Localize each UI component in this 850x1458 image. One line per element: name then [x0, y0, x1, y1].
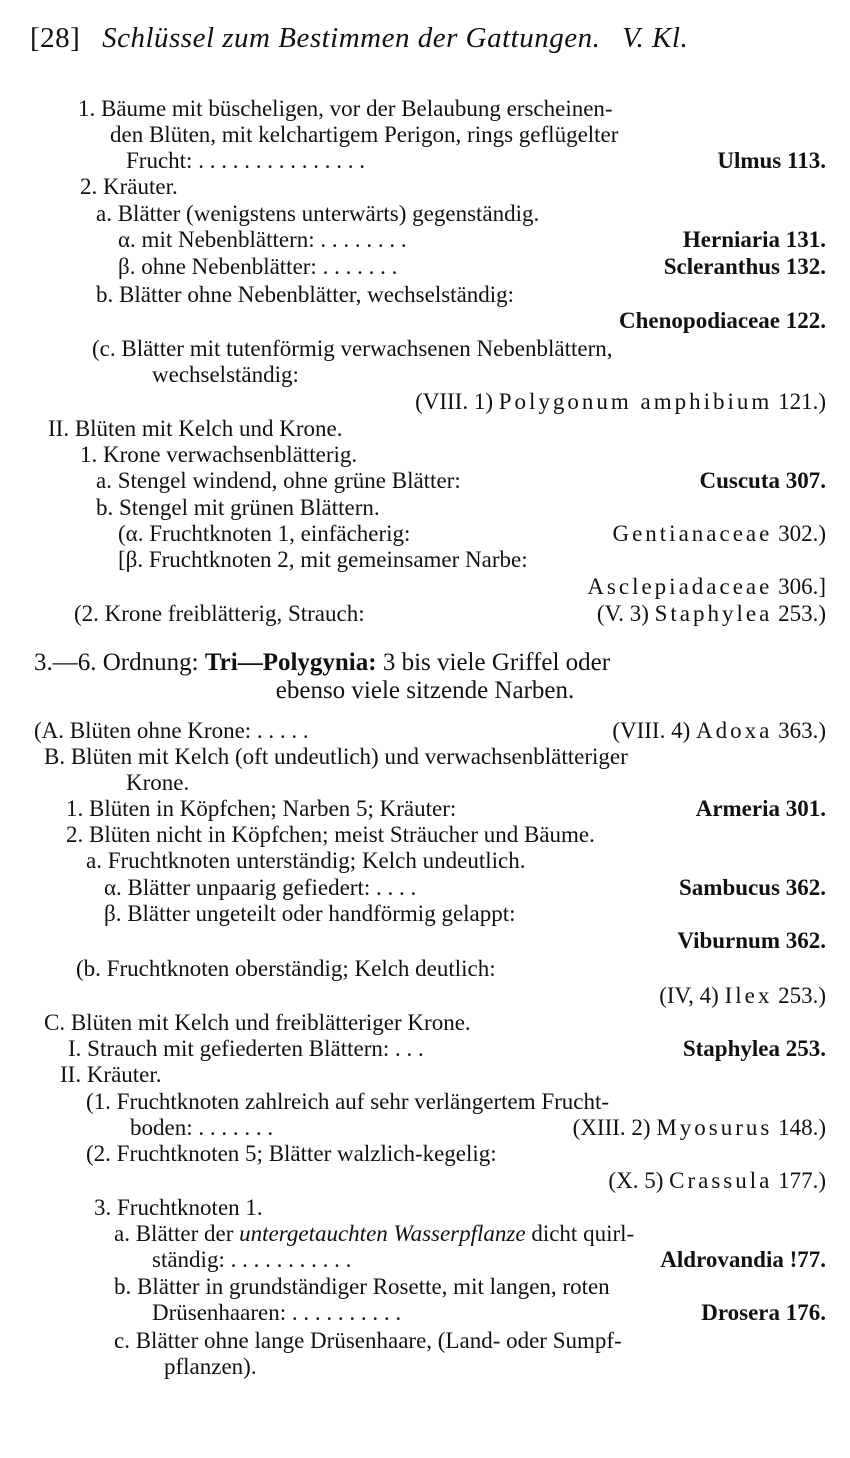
- cross-reference: (XIII. 2) Myosurus 148.): [572, 1115, 826, 1140]
- key-line: (A. Blüten ohne Krone: . . . . .: [34, 718, 309, 743]
- spaced-genus-name: Adoxa: [696, 718, 773, 743]
- key-line: (2. Fruchtknoten 5; Blätter walzlich-kegelig:: [86, 1141, 497, 1166]
- cross-reference: (VIII. 4) Adoxa 363.): [612, 718, 826, 743]
- key-line: ständig: . . . . . . . . . . .: [152, 1247, 352, 1272]
- key-line: b. Stengel mit grünen Blättern.: [96, 495, 380, 520]
- genus-reference: Scleranthus 132.: [663, 254, 826, 279]
- key-line: c. Blätter ohne lange Drüsenhaare, (Land- oder Sumpf-: [114, 1328, 622, 1353]
- spaced-genus-name: Gentianaceae: [612, 521, 773, 546]
- key-line: II. Blüten mit Kelch und Krone.: [48, 416, 343, 441]
- key-line: a. Fruchtknoten unterständig; Kelch undeutlich.: [86, 848, 526, 873]
- key-line: (1. Fruchtknoten zahlreich auf sehr verlängertem Frucht-: [86, 1089, 610, 1114]
- key-line: b. Blätter ohne Nebenblätter, wechselständig:: [96, 282, 515, 307]
- key-line: Frucht: . . . . . . . . . . . . . . .: [126, 148, 365, 173]
- key-line: α. mit Nebenblättern: . . . . . . . .: [118, 227, 407, 252]
- key-line: (c. Blätter mit tutenförmig verwachsenen Nebenblättern,: [92, 336, 613, 361]
- key-line: β. ohne Nebenblätter: . . . . . . .: [118, 254, 398, 279]
- genus-reference: Staphylea 253.: [682, 1036, 826, 1061]
- key-line: (2. Krone freiblätterig, Strauch:: [74, 601, 365, 626]
- key-line: β. Blätter ungeteilt oder handförmig gelappt:: [104, 901, 516, 926]
- key-line: 1. Krone verwachsenblätterig.: [80, 442, 358, 467]
- key-line: 1. Blüten in Köpfchen; Narben 5; Kräuter:: [66, 796, 457, 821]
- spaced-genus-name: Staphylea: [654, 601, 773, 626]
- cross-reference: (IV, 4) Ilex 253.): [659, 983, 826, 1008]
- genus-reference: Drosera 176.: [701, 1300, 826, 1325]
- cross-reference: (X. 5) Crassula 177.): [608, 1168, 826, 1193]
- genus-reference: Cuscuta 307.: [699, 468, 826, 493]
- key-line: 2. Kräuter.: [80, 174, 178, 199]
- genus-reference: Chenopodiaceae 122.: [619, 308, 826, 333]
- page-header: [30, 22, 820, 62]
- key-line: boden: . . . . . . .: [130, 1115, 274, 1140]
- key-line: B. Blüten mit Kelch (oft undeutlich) und verwachsenblätteriger: [44, 744, 628, 769]
- section-heading-bold: Tri—Polygynia:: [204, 649, 377, 676]
- cross-reference: (VIII. 1) Polygonum amphibium 121.): [415, 389, 826, 414]
- key-line: 2. Blüten nicht in Köpfchen; meist Sträucher und Bäume.: [66, 822, 595, 847]
- key-line: a. Blätter (wenigstens unterwärts) gegenständig.: [96, 201, 540, 226]
- key-line: den Blüten, mit kelchartigem Perigon, rings geflügelter: [110, 122, 619, 147]
- key-line: pflanzen).: [164, 1354, 257, 1379]
- genus-reference: Ulmus 113.: [717, 148, 826, 173]
- key-line: I. Strauch mit gefiederten Blättern: . . .: [68, 1036, 424, 1061]
- cross-reference: (V. 3) Staphylea 253.): [596, 601, 826, 626]
- key-line: a. Stengel windend, ohne grüne Blätter:: [96, 468, 461, 493]
- key-line: 1. Bäume mit büscheligen, vor der Belaubung erscheinen-: [78, 96, 613, 121]
- cross-reference: Asclepiadaceae 306.]: [587, 574, 826, 599]
- key-line: (α. Fruchtknoten 1, einfächerig:: [118, 521, 411, 546]
- class-label: V. Kl.: [622, 22, 689, 54]
- key-line: wechselständig:: [152, 362, 299, 387]
- key-line: 3. Fruchtknoten 1.: [94, 1195, 263, 1220]
- key-line-a-submerged: a. Blätter der untergetauchten Wasserpflanze dicht quirl-: [114, 1221, 635, 1246]
- key-line: C. Blüten mit Kelch und freiblätteriger Krone.: [44, 1010, 471, 1035]
- cross-reference: Gentianaceae 302.): [612, 521, 826, 546]
- key-line: II. Kräuter.: [60, 1062, 162, 1087]
- key-line: (b. Fruchtknoten oberständig; Kelch deutlich:: [76, 956, 496, 981]
- spaced-genus-name: Asclepiadaceae: [587, 574, 773, 599]
- page-number: [28]: [30, 22, 81, 54]
- key-line: α. Blätter unpaarig gefiedert: . . . .: [104, 875, 417, 900]
- key-line: [β. Fruchtknoten 2, mit gemeinsamer Narbe:: [118, 547, 528, 572]
- section-heading: 3.—6. Ordnung: Tri—Polygynia: 3 bis viele Griffel oder: [34, 649, 611, 676]
- spaced-genus-name: Crassula: [669, 1168, 773, 1193]
- section-heading-line2: ebenso viele sitzende Narben.: [275, 677, 575, 704]
- genus-reference: Viburnum 362.: [677, 928, 826, 953]
- key-line: b. Blätter in grundständiger Rosette, mit langen, roten: [114, 1274, 610, 1299]
- spaced-genus-name: Myosurus: [656, 1115, 773, 1140]
- spaced-genus-name: Ilex: [724, 983, 773, 1008]
- key-line: Drüsenhaaren: . . . . . . . . . .: [152, 1300, 402, 1325]
- genus-reference: Sambucus 362.: [679, 875, 826, 900]
- key-line: Krone.: [126, 770, 190, 795]
- genus-reference: Aldrovandia !77.: [660, 1247, 826, 1272]
- genus-reference: Herniaria 131.: [682, 227, 826, 252]
- spaced-genus-name: Polygonum amphibium: [498, 389, 773, 414]
- running-title: Schlüssel zum Bestimmen der Gattungen.: [102, 22, 601, 54]
- genus-reference: Armeria 301.: [695, 796, 826, 821]
